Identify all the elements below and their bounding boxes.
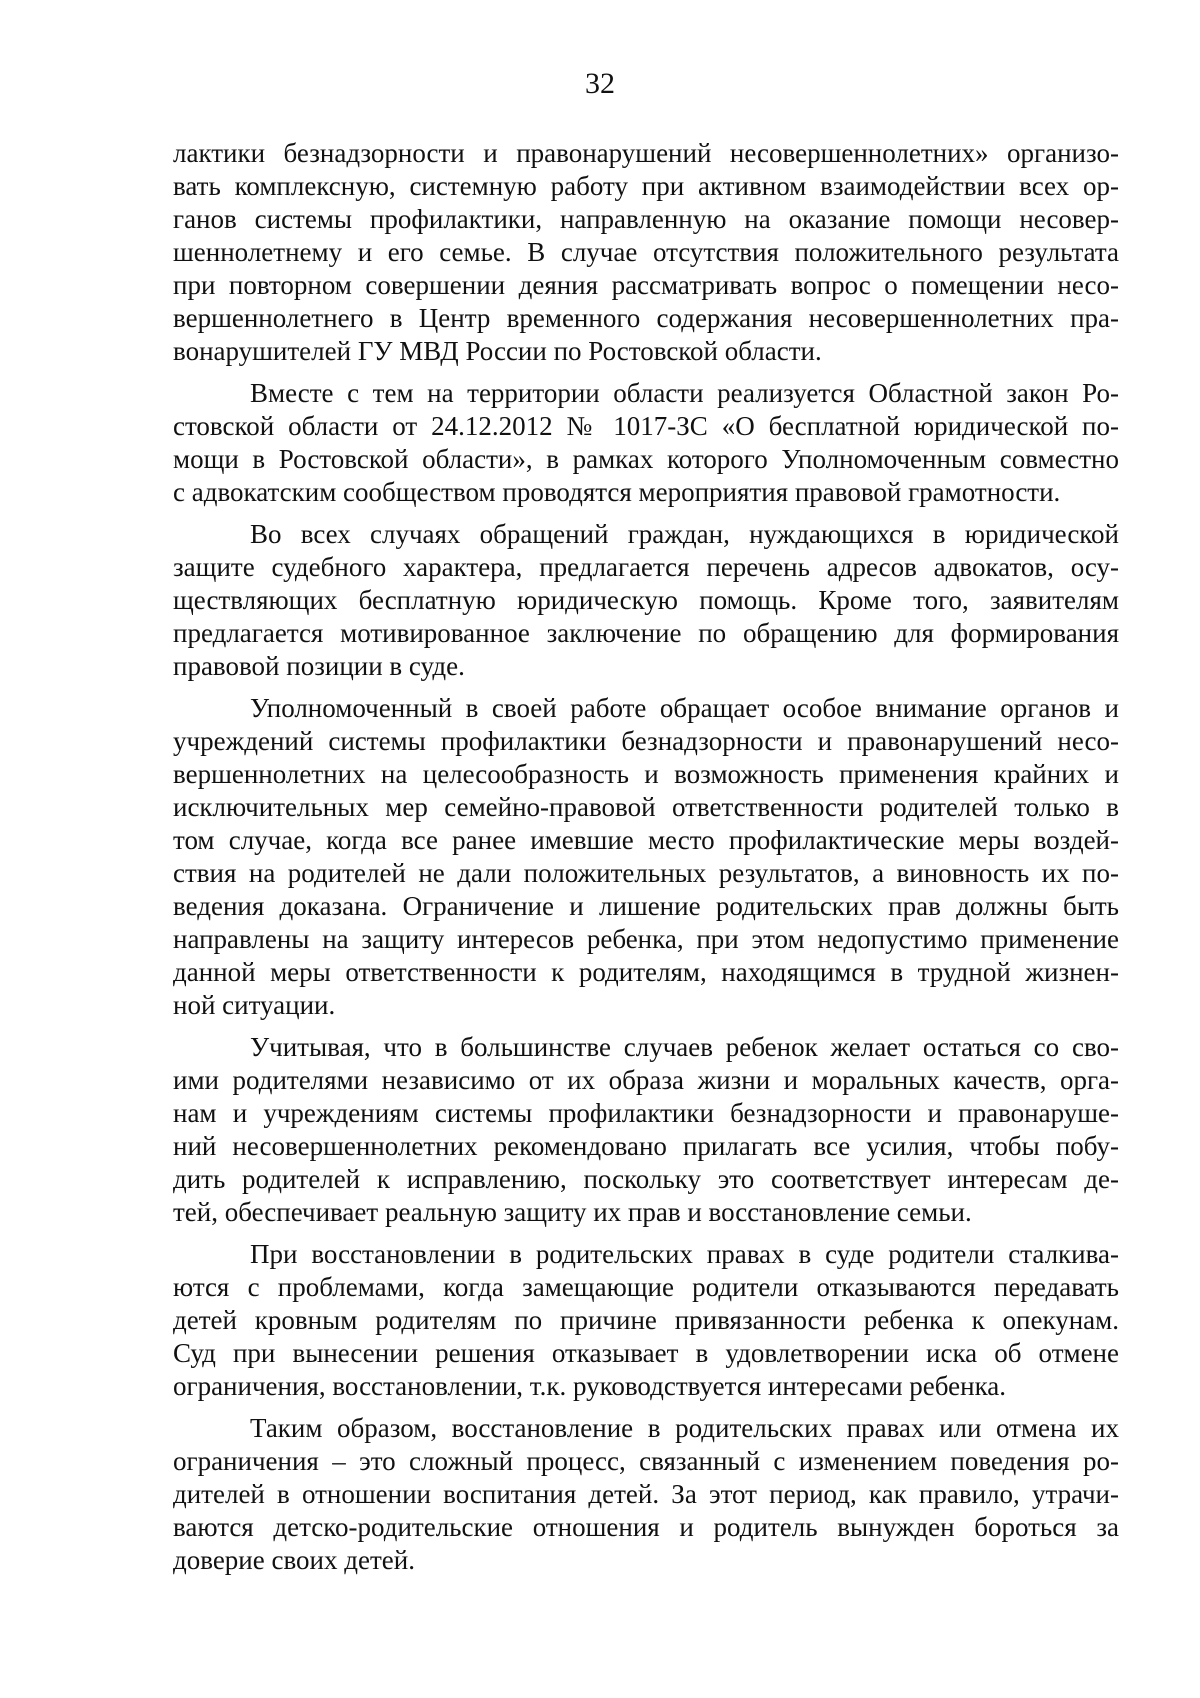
text-line: ствия на родителей не дали положительных результатов, а виновность их по- xyxy=(173,858,1119,888)
text-line: ной ситуации. xyxy=(173,990,336,1020)
text-line: тей, обеспечивает реальную защиту их прав и восстановление семьи. xyxy=(173,1197,972,1227)
text-line: ведения доказана. Ограничение и лишение родительских прав должны быть xyxy=(173,891,1119,921)
paragraph xyxy=(173,1238,1119,1403)
paragraph xyxy=(173,1031,1119,1229)
text-line: том случае, когда все ранее имевшие место профилактические меры воздей- xyxy=(173,825,1119,855)
paragraph xyxy=(173,137,1119,368)
text-line: исключительных мер семейно-правовой ответственности родителей только в xyxy=(173,792,1119,822)
text-line: Во всех случаях обращений граждан, нуждающихся в юридической xyxy=(250,519,1119,549)
paragraph xyxy=(173,1412,1119,1577)
text-line: учреждений системы профилактики безнадзорности и правонарушений несо- xyxy=(173,726,1119,756)
text-line: Учитывая, что в большинстве случаев ребенок желает остаться со сво- xyxy=(250,1032,1119,1062)
text-line: правовой позиции в суде. xyxy=(173,651,465,681)
text-line: предлагается мотивированное заключение по обращению для формирования xyxy=(173,618,1119,648)
paragraph xyxy=(173,377,1119,509)
paragraph xyxy=(173,518,1119,683)
page-number: 32 xyxy=(585,67,615,100)
text-line: мощи в Ростовской области», в рамках которого Уполномоченным совместно xyxy=(173,444,1119,474)
text-line: ществляющих бесплатную юридическую помощь. Кроме того, заявителям xyxy=(173,585,1119,615)
text-line: вонарушителей ГУ МВД России по Ростовской области. xyxy=(173,336,822,366)
text-line: доверие своих детей. xyxy=(173,1545,415,1575)
document-body xyxy=(173,137,1119,1586)
text-line: стовской области от 24.12.2012 № 1017-ЗС «О бесплатной юридической по- xyxy=(173,411,1119,441)
text-line: нам и учреждениям системы профилактики безнадзорности и правонаруше- xyxy=(173,1098,1119,1128)
text-line: вать комплексную, системную работу при активном взаимодействии всех ор- xyxy=(173,171,1119,201)
text-line: При восстановлении в родительских правах в суде родители сталкива- xyxy=(250,1239,1119,1269)
text-line: дителей в отношении воспитания детей. За этот период, как правило, утрачи- xyxy=(173,1479,1119,1509)
text-line: ограничения, восстановлении, т.к. руководствуется интересами ребенка. xyxy=(173,1371,1007,1401)
text-line: ганов системы профилактики, направленную на оказание помощи несовер- xyxy=(173,204,1119,234)
text-line: защите судебного характера, предлагается перечень адресов адвокатов, осу- xyxy=(173,552,1119,582)
text-line: при повторном совершении деяния рассматривать вопрос о помещении несо- xyxy=(173,270,1119,300)
text-line: с адвокатским сообществом проводятся мероприятия правовой грамотности. xyxy=(173,477,1061,507)
paragraph xyxy=(173,692,1119,1022)
text-line: дить родителей к исправлению, поскольку это соответствует интересам де- xyxy=(173,1164,1119,1194)
text-line: ваются детско-родительские отношения и родитель вынужден бороться за xyxy=(173,1512,1119,1542)
text-line: направлены на защиту интересов ребенка, при этом недопустимо применение xyxy=(173,924,1119,954)
text-line: шеннолетнему и его семье. В случае отсутствия положительного результата xyxy=(173,237,1119,267)
text-line: детей кровным родителям по причине привязанности ребенка к опекунам. xyxy=(173,1305,1119,1335)
text-line: данной меры ответственности к родителям, находящимся в трудной жизнен- xyxy=(173,957,1119,987)
text-line: ются с проблемами, когда замещающие родители отказываются передавать xyxy=(173,1272,1119,1302)
text-line: Суд при вынесении решения отказывает в удовлетворении иска об отмене xyxy=(173,1338,1119,1368)
text-line: ний несовершеннолетних рекомендовано прилагать все усилия, чтобы побу- xyxy=(173,1131,1119,1161)
text-line: ими родителями независимо от их образа жизни и моральных качеств, орга- xyxy=(173,1065,1119,1095)
text-line: Уполномоченный в своей работе обращает особое внимание органов и xyxy=(250,693,1119,723)
text-line: вершеннолетнего в Центр временного содержания несовершеннолетних пра- xyxy=(173,303,1119,333)
text-line: ограничения – это сложный процесс, связанный с изменением поведения ро- xyxy=(173,1446,1119,1476)
text-line: лактики безнадзорности и правонарушений несовершеннолетних» организо- xyxy=(173,138,1119,168)
text-line: вершеннолетних на целесообразность и возможность применения крайних и xyxy=(173,759,1119,789)
text-line: Вместе с тем на территории области реализуется Областной закон Ро- xyxy=(250,378,1119,408)
text-line: Таким образом, восстановление в родительских правах или отмена их xyxy=(250,1413,1119,1443)
